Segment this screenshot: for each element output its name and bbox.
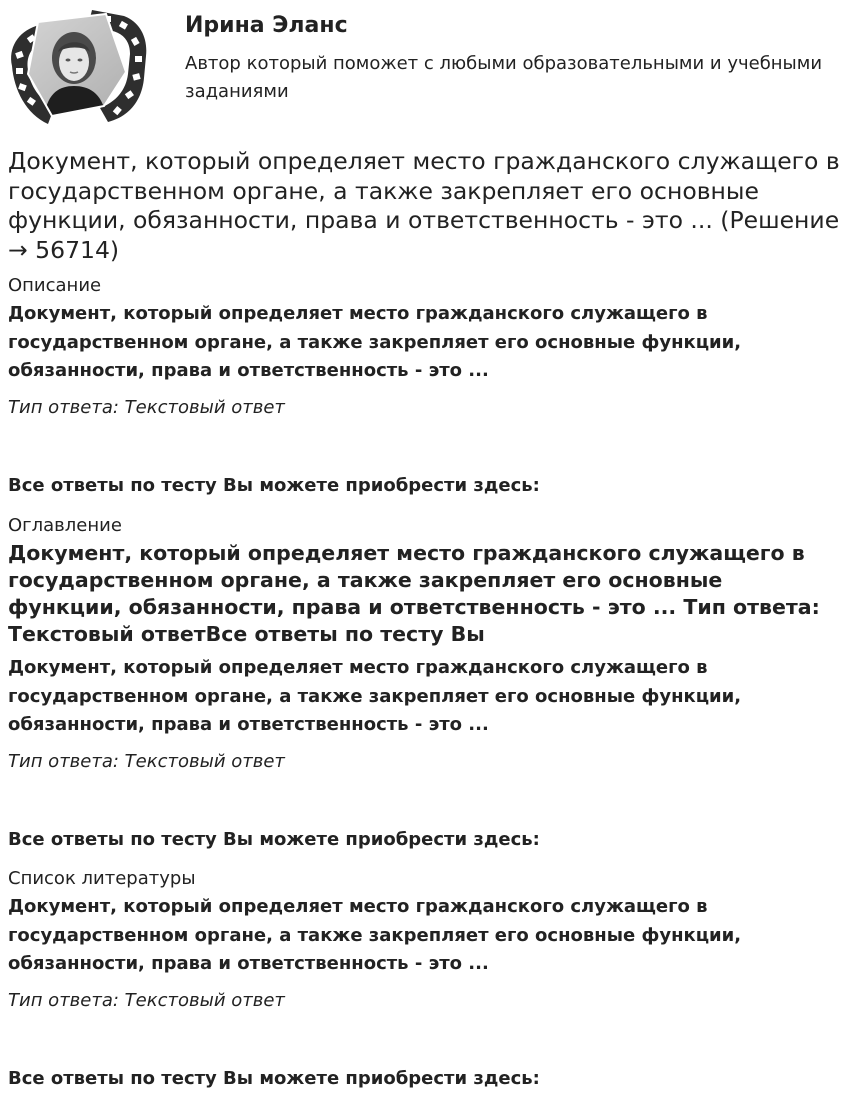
author-header	[0, 0, 847, 140]
section-label-toc: Оглавление	[8, 515, 122, 536]
toc-section	[8, 514, 838, 852]
answer-type: Тип ответа: Текстовый ответ	[8, 396, 285, 418]
buy-answers-text: Все ответы по тесту Вы можете приобрести здесь:	[8, 474, 540, 496]
answer-type: Тип ответа: Текстовый ответ	[8, 750, 285, 772]
literature-section	[8, 867, 838, 1091]
buy-answers-text: Все ответы по тесту Вы можете приобрести здесь:	[8, 1067, 540, 1089]
description-section	[8, 274, 838, 498]
question-text: Документ, который определяет место гражданского служащего в государственном органе, а также закрепляет его основные функции, обязанности, права и ответственность - это ...	[8, 657, 742, 735]
author-avatar	[8, 8, 150, 126]
question-text: Документ, который определяет место гражданского служащего в государственном органе, а также закрепляет его основные функции, обязанности, права и ответственность - это ...	[8, 303, 742, 381]
section-label-description: Описание	[8, 275, 102, 296]
author-description: Автор который поможет с любыми образовательными и учебными заданиями	[185, 53, 823, 102]
author-name[interactable]: Ирина Эланс	[185, 13, 348, 38]
page-title: Документ, который определяет место гражданского служащего в государственном органе, а также закрепляет его основные функции, обязанности, права и ответственность - это ... (Решение → 56714)	[8, 147, 840, 264]
question-text: Документ, который определяет место гражданского служащего в государственном органе, а также закрепляет его основные функции, обязанности, права и ответственность - это ...	[8, 896, 742, 974]
toc-heading: Документ, который определяет место гражданского служащего в государственном органе, а также закрепляет его основные функции, обязанности, права и ответственность - это ... Тип ответа: Текстовый ответВсе ответы по тесту Вы	[8, 541, 820, 646]
buy-answers-text: Все ответы по тесту Вы можете приобрести здесь:	[8, 828, 540, 850]
section-label-literature: Список литературы	[8, 868, 196, 889]
answer-type: Тип ответа: Текстовый ответ	[8, 989, 285, 1011]
